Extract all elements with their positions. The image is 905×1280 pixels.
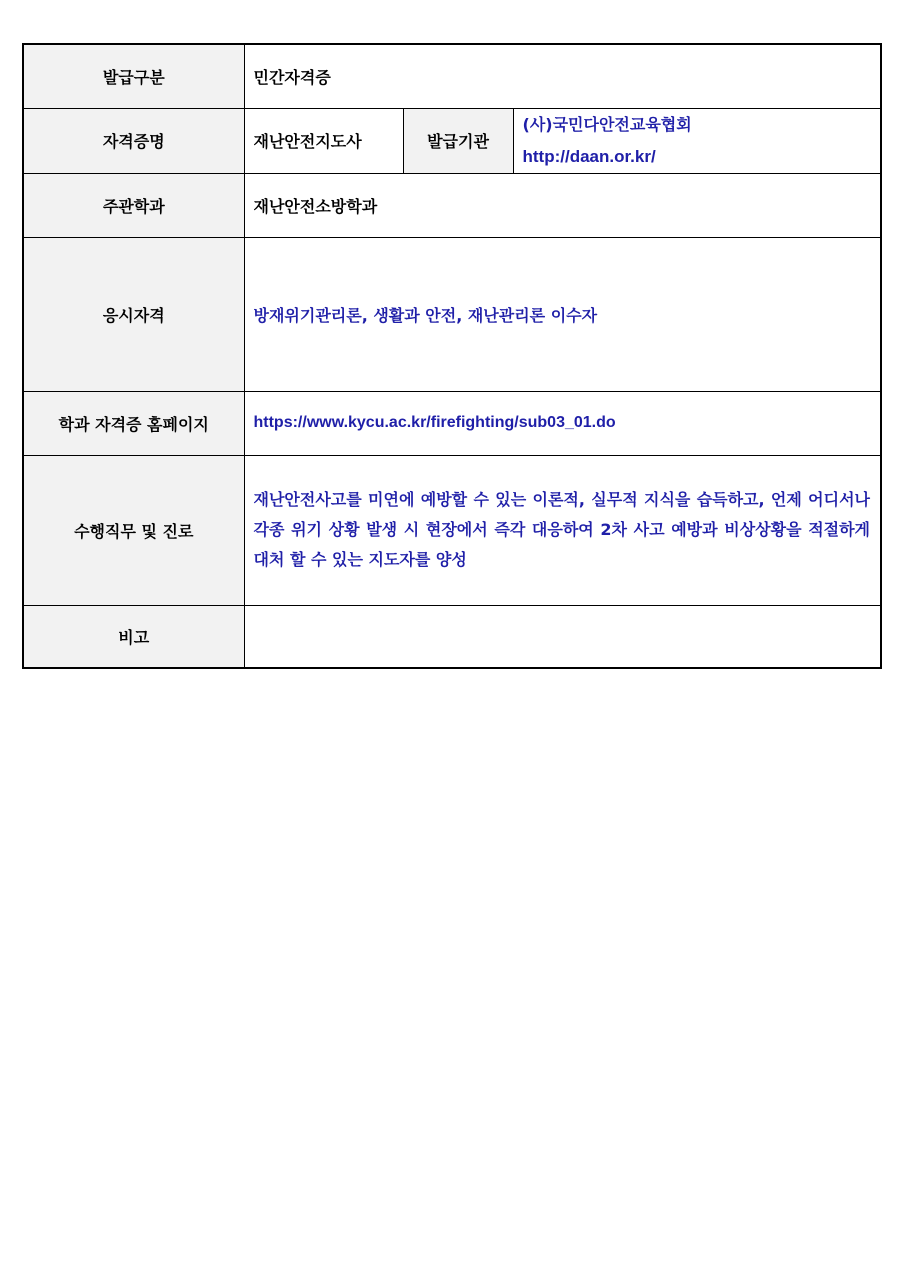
row-cert-name: [23, 108, 881, 173]
remarks-value: [244, 605, 881, 668]
issuer-org-name: (사)국민다안전교육협회: [522, 114, 692, 134]
certificate-info-table: [22, 43, 882, 669]
eligibility-value: 방재위기관리론, 생활과 안전, 재난관리론 이수자: [244, 237, 881, 391]
row-eligibility: [23, 237, 881, 391]
row-homepage: [23, 391, 881, 455]
issue-type-label: 발급구분: [23, 44, 244, 108]
cert-name-value: 재난안전지도사: [244, 108, 403, 173]
duties-value: 재난안전사고를 미연에 예방할 수 있는 이론적, 실무적 지식을 습득하고, 언제 어디서나 각종 위기 상황 발생 시 현장에서 즉각 대응하여 2차 사고 예방과 비상상황을 적절하게 대처 할 수 있는 지도자를 양성: [244, 455, 881, 605]
cert-name-label: 자격증명: [23, 108, 244, 173]
row-duties: [23, 455, 881, 605]
remarks-label: 비고: [23, 605, 244, 668]
department-label: 주관학과: [23, 173, 244, 237]
eligibility-label: 응시자격: [23, 237, 244, 391]
row-issue-type: [23, 44, 881, 108]
issuer-value: [513, 108, 881, 173]
row-remarks: [23, 605, 881, 668]
duties-label: 수행직무 및 진로: [23, 455, 244, 605]
issuer-label: 발급기관: [403, 108, 513, 173]
homepage-link[interactable]: https://www.kycu.ac.kr/firefighting/sub03_01.do: [244, 391, 881, 455]
issue-type-value: 민간자격증: [244, 44, 881, 108]
homepage-label: 학과 자격증 홈페이지: [23, 391, 244, 455]
row-department: [23, 173, 881, 237]
department-value: 재난안전소방학과: [244, 173, 881, 237]
issuer-org-url-link[interactable]: http://daan.or.kr/: [522, 146, 656, 166]
